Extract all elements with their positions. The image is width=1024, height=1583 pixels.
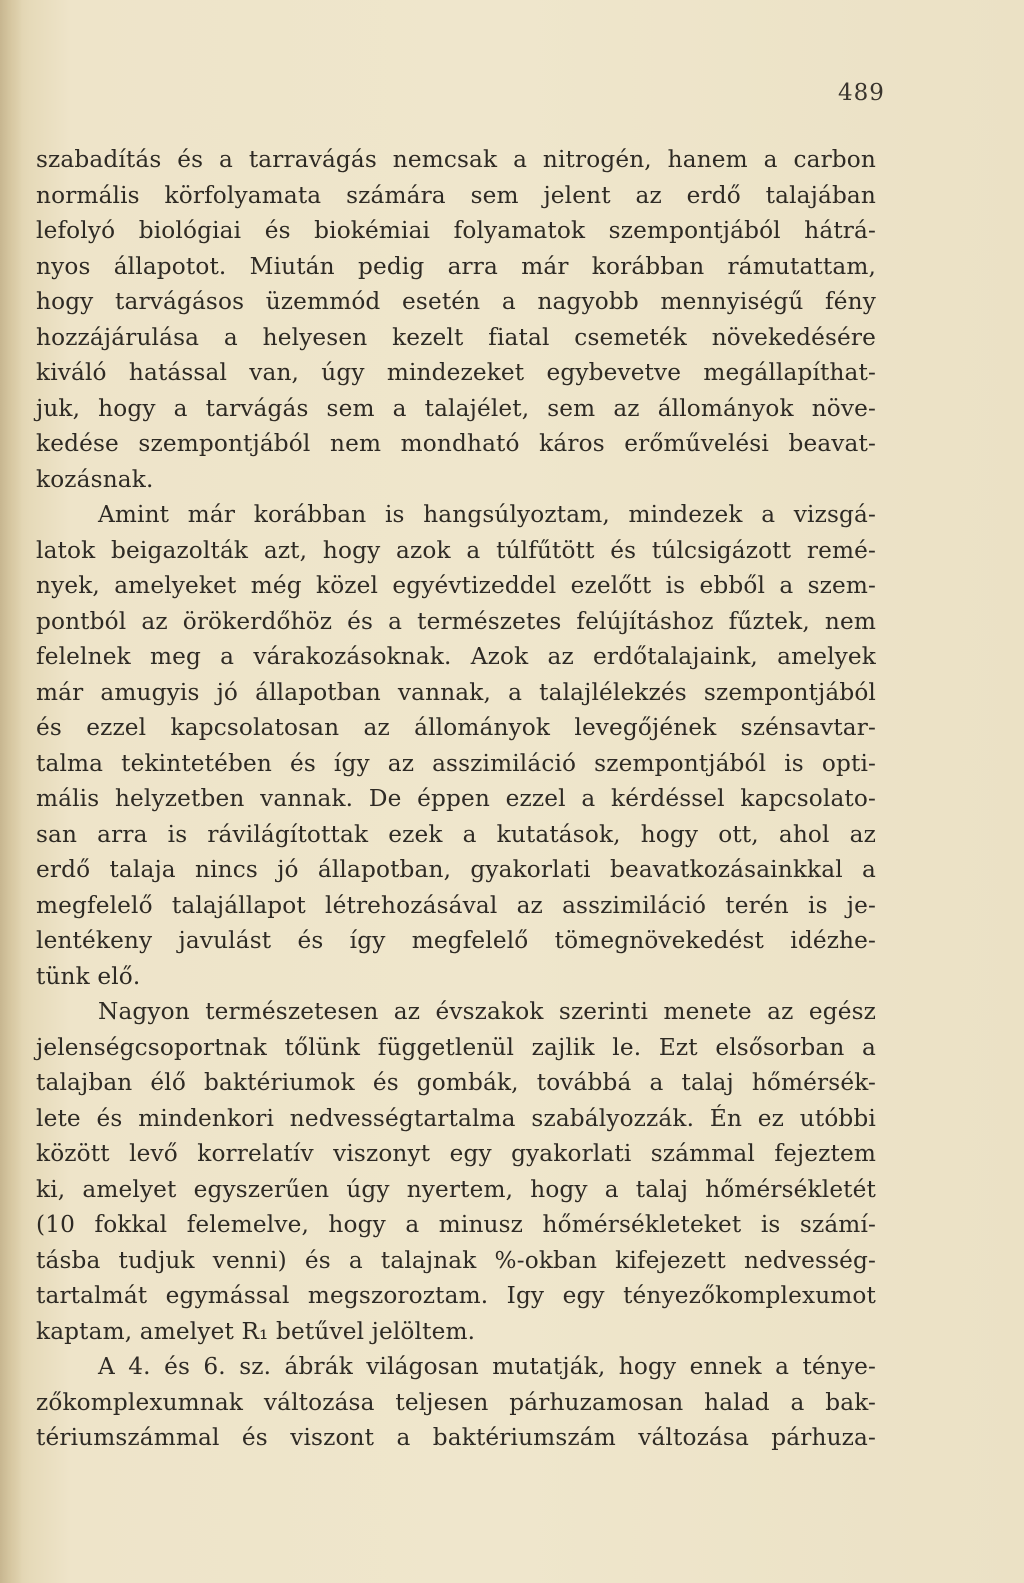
text-line: lentékeny javulást és így megfelelő tömegnövekedést idézhe-	[36, 927, 876, 954]
text-line: szabadítás és a tarravágás nemcsak a nitrogén, hanem a carbon	[36, 146, 876, 173]
text-line: tásba tudjuk venni) és a talajnak %-okban kifejezett nedvesség-	[36, 1246, 876, 1274]
text-line: pontból az örökerdőhöz és a természetes felújításhoz fűztek, nem	[36, 607, 876, 635]
page-binding-edge	[0, 0, 22, 1583]
text-line: (10 fokkal felemelve, hogy a minusz hőmérsékleteket is számí-	[36, 1211, 876, 1238]
text-line: nyek, amelyeket még közel egyévtizeddel ezelőtt is ebből a szem-	[36, 572, 876, 599]
text-line: között levő korrelatív viszonyt egy gyakorlati számmal fejeztem	[36, 1140, 876, 1167]
text-line: talma tekintetében és így az asszimiláció szempontjából is opti-	[36, 749, 876, 777]
text-line: Amint már korábban is hangsúlyoztam, mindezek a vizsgá-	[98, 501, 876, 528]
text-line: kozásnak.	[36, 465, 154, 493]
text-line: tériumszámmal és viszont a baktériumszám változása párhuza-	[36, 1424, 876, 1451]
text-line: tartalmát egymással megszoroztam. Igy egy tényezőkomplexumot	[36, 1282, 876, 1309]
body-text	[36, 142, 876, 1456]
text-line: san arra is rávilágítottak ezek a kutatások, hogy ott, ahol az	[36, 820, 876, 848]
text-line: normális körfolyamata számára sem jelent az erdő talajában	[36, 181, 876, 209]
text-line: zőkomplexumnak változása teljesen párhuzamosan halad a bak-	[36, 1388, 876, 1416]
text-line: jelenségcsoportnak tőlünk függetlenül zajlik le. Ezt elsősorban a	[36, 1033, 876, 1061]
text-line: hogy tarvágásos üzemmód esetén a nagyobb mennyiségű fény	[36, 288, 876, 315]
text-line: kedése szempontjából nem mondható káros erőművelési beavat-	[36, 430, 876, 457]
text-line: lete és mindenkori nedvességtartalma szabályozzák. Én ez utóbbi	[36, 1104, 876, 1132]
text-line: és ezzel kapcsolatosan az állományok levegőjének szénsavtar-	[36, 714, 876, 741]
page-number: 489	[838, 80, 885, 106]
text-line: latok beigazolták azt, hogy azok a túlfűtött és túlcsigázott remé-	[36, 536, 876, 564]
text-line: lefolyó biológiai és biokémiai folyamatok szempontjából hátrá-	[36, 217, 876, 244]
text-line: ki, amelyet egyszerűen úgy nyertem, hogy a talaj hőmérsékletét	[36, 1175, 876, 1203]
text-line: felelnek meg a várakozásoknak. Azok az erdőtalajaink, amelyek	[36, 643, 876, 670]
text-line: nyos állapotot. Miután pedig arra már korábban rámutattam,	[36, 252, 876, 280]
text-line: juk, hogy a tarvágás sem a talajélet, sem az állományok növe-	[36, 394, 876, 422]
text-line: talajban élő baktériumok és gombák, továbbá a talaj hőmérsék-	[36, 1069, 876, 1096]
text-line: hozzájárulása a helyesen kezelt fiatal csemeték növekedésére	[36, 323, 876, 351]
text-line: Nagyon természetesen az évszakok szerinti menete az egész	[98, 998, 876, 1025]
text-line: megfelelő talajállapot létrehozásával az asszimiláció terén is je-	[36, 891, 876, 919]
text-line: mális helyzetben vannak. De éppen ezzel a kérdéssel kapcsolato-	[36, 785, 876, 812]
text-line: A 4. és 6. sz. ábrák világosan mutatják, hogy ennek a ténye-	[98, 1353, 876, 1380]
text-line: kaptam, amelyet R₁ betűvel jelöltem.	[36, 1317, 476, 1345]
text-line: már amugyis jó állapotban vannak, a talajlélekzés szempontjából	[36, 678, 876, 706]
text-line: kiváló hatással van, úgy mindezeket egybevetve megállapíthat-	[36, 359, 876, 386]
text-line: erdő talaja nincs jó állapotban, gyakorlati beavatkozásainkkal a	[36, 856, 876, 883]
text-line: tünk elő.	[36, 962, 141, 990]
